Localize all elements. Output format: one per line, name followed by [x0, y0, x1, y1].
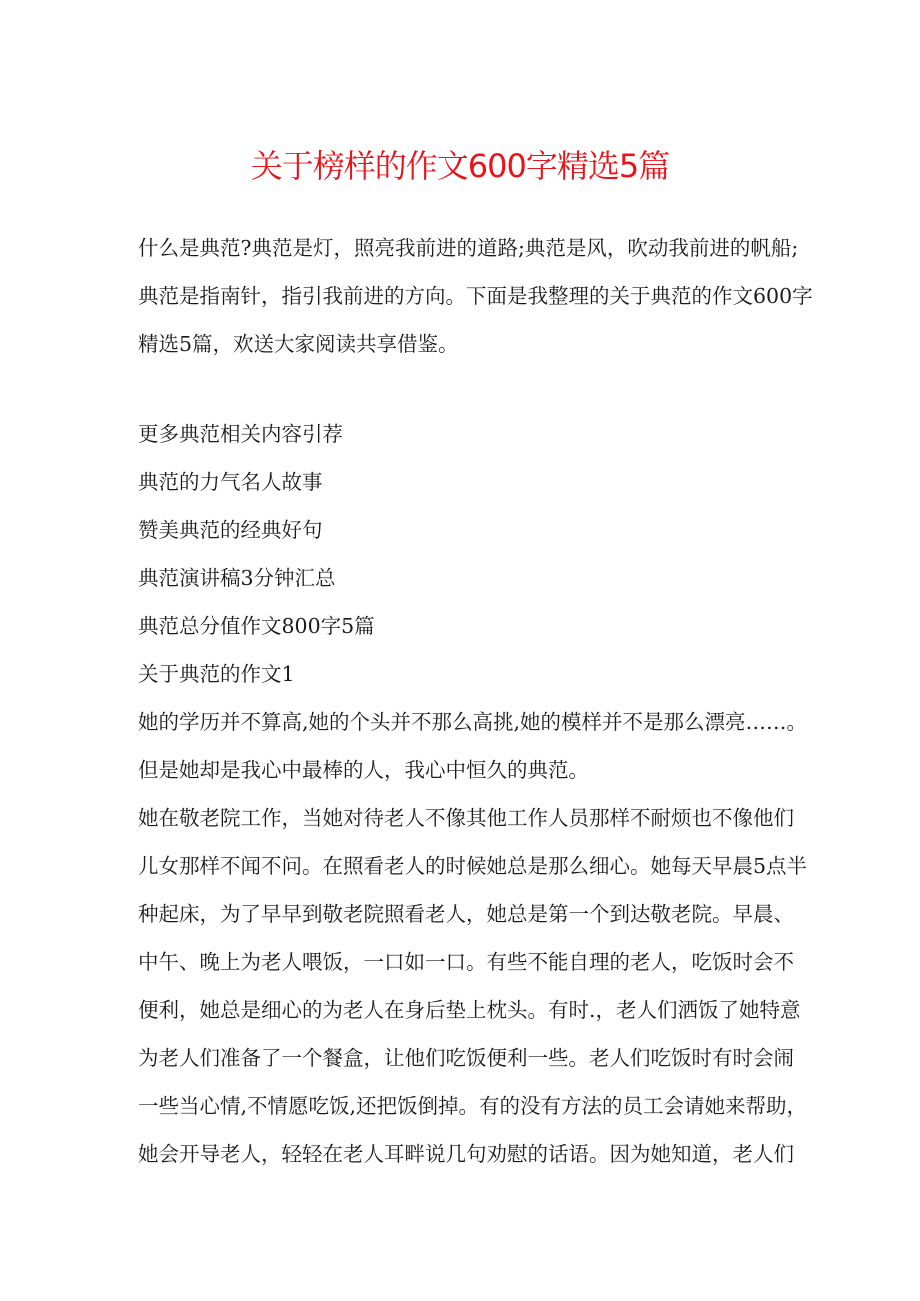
intro-line: 什么是典范?典范是灯，照亮我前进的道路;典范是风，吹动我前进的帆船; — [138, 236, 799, 260]
related-item: 更多典范相关内容引荐 — [138, 422, 343, 446]
related-content-list — [138, 410, 798, 698]
related-item: 典范总分值作文800字5篇 — [138, 614, 375, 638]
essay-line: 她会开导老人，轻轻在老人耳畔说几句劝慰的话语。因为她知道，老人们 — [138, 1142, 794, 1166]
related-item: 赞美典范的经典好句 — [138, 518, 323, 542]
essay-line: 儿女那样不闻不问。在照看老人的时候她总是那么细心。她每天早晨5点半 — [138, 854, 808, 878]
essay-line: 一些当心情,不情愿吃饭,还把饭倒掉。有的没有方法的员工会请她来帮助， — [138, 1094, 808, 1118]
essay-line: 种起床，为了早早到敬老院照看老人，她总是第一个到达敬老院。早晨、 — [138, 902, 794, 926]
intro-line: 典范是指南针，指引我前进的方向。下面是我整理的关于典范的作文600字 — [138, 284, 813, 308]
essay-body — [138, 698, 808, 1178]
essay-line: 她在敬老院工作，当她对待老人不像其他工作人员那样不耐烦也不像他们 — [138, 806, 794, 830]
essay-line: 为老人们准备了一个餐盒，让他们吃饭便利一些。老人们吃饭时有时会闹 — [138, 1046, 794, 1070]
intro-paragraph — [138, 224, 813, 368]
essay-line: 便利，她总是细心的为老人在身后垫上枕头。有时.，老人们洒饭了她特意 — [138, 998, 801, 1022]
related-item: 典范演讲稿3分钟汇总 — [138, 566, 336, 590]
related-item: 典范的力气名人故事 — [138, 470, 323, 494]
essay-line: 但是她却是我心中最棒的人，我心中恒久的典范。 — [138, 758, 589, 782]
document-title: 关于榜样的作文600字精选5篇 — [250, 147, 670, 185]
essay-heading: 关于典范的作文1 — [138, 662, 295, 686]
intro-line: 精选5篇，欢送大家阅读共享借鉴。 — [138, 332, 459, 356]
essay-line: 她的学历并不算高,她的个头并不那么高挑,她的模样并不是那么漂亮……。 — [138, 710, 808, 734]
essay-line: 中午、晚上为老人喂饭，一口如一口。有些不能自理的老人，吃饭时会不 — [138, 950, 794, 974]
